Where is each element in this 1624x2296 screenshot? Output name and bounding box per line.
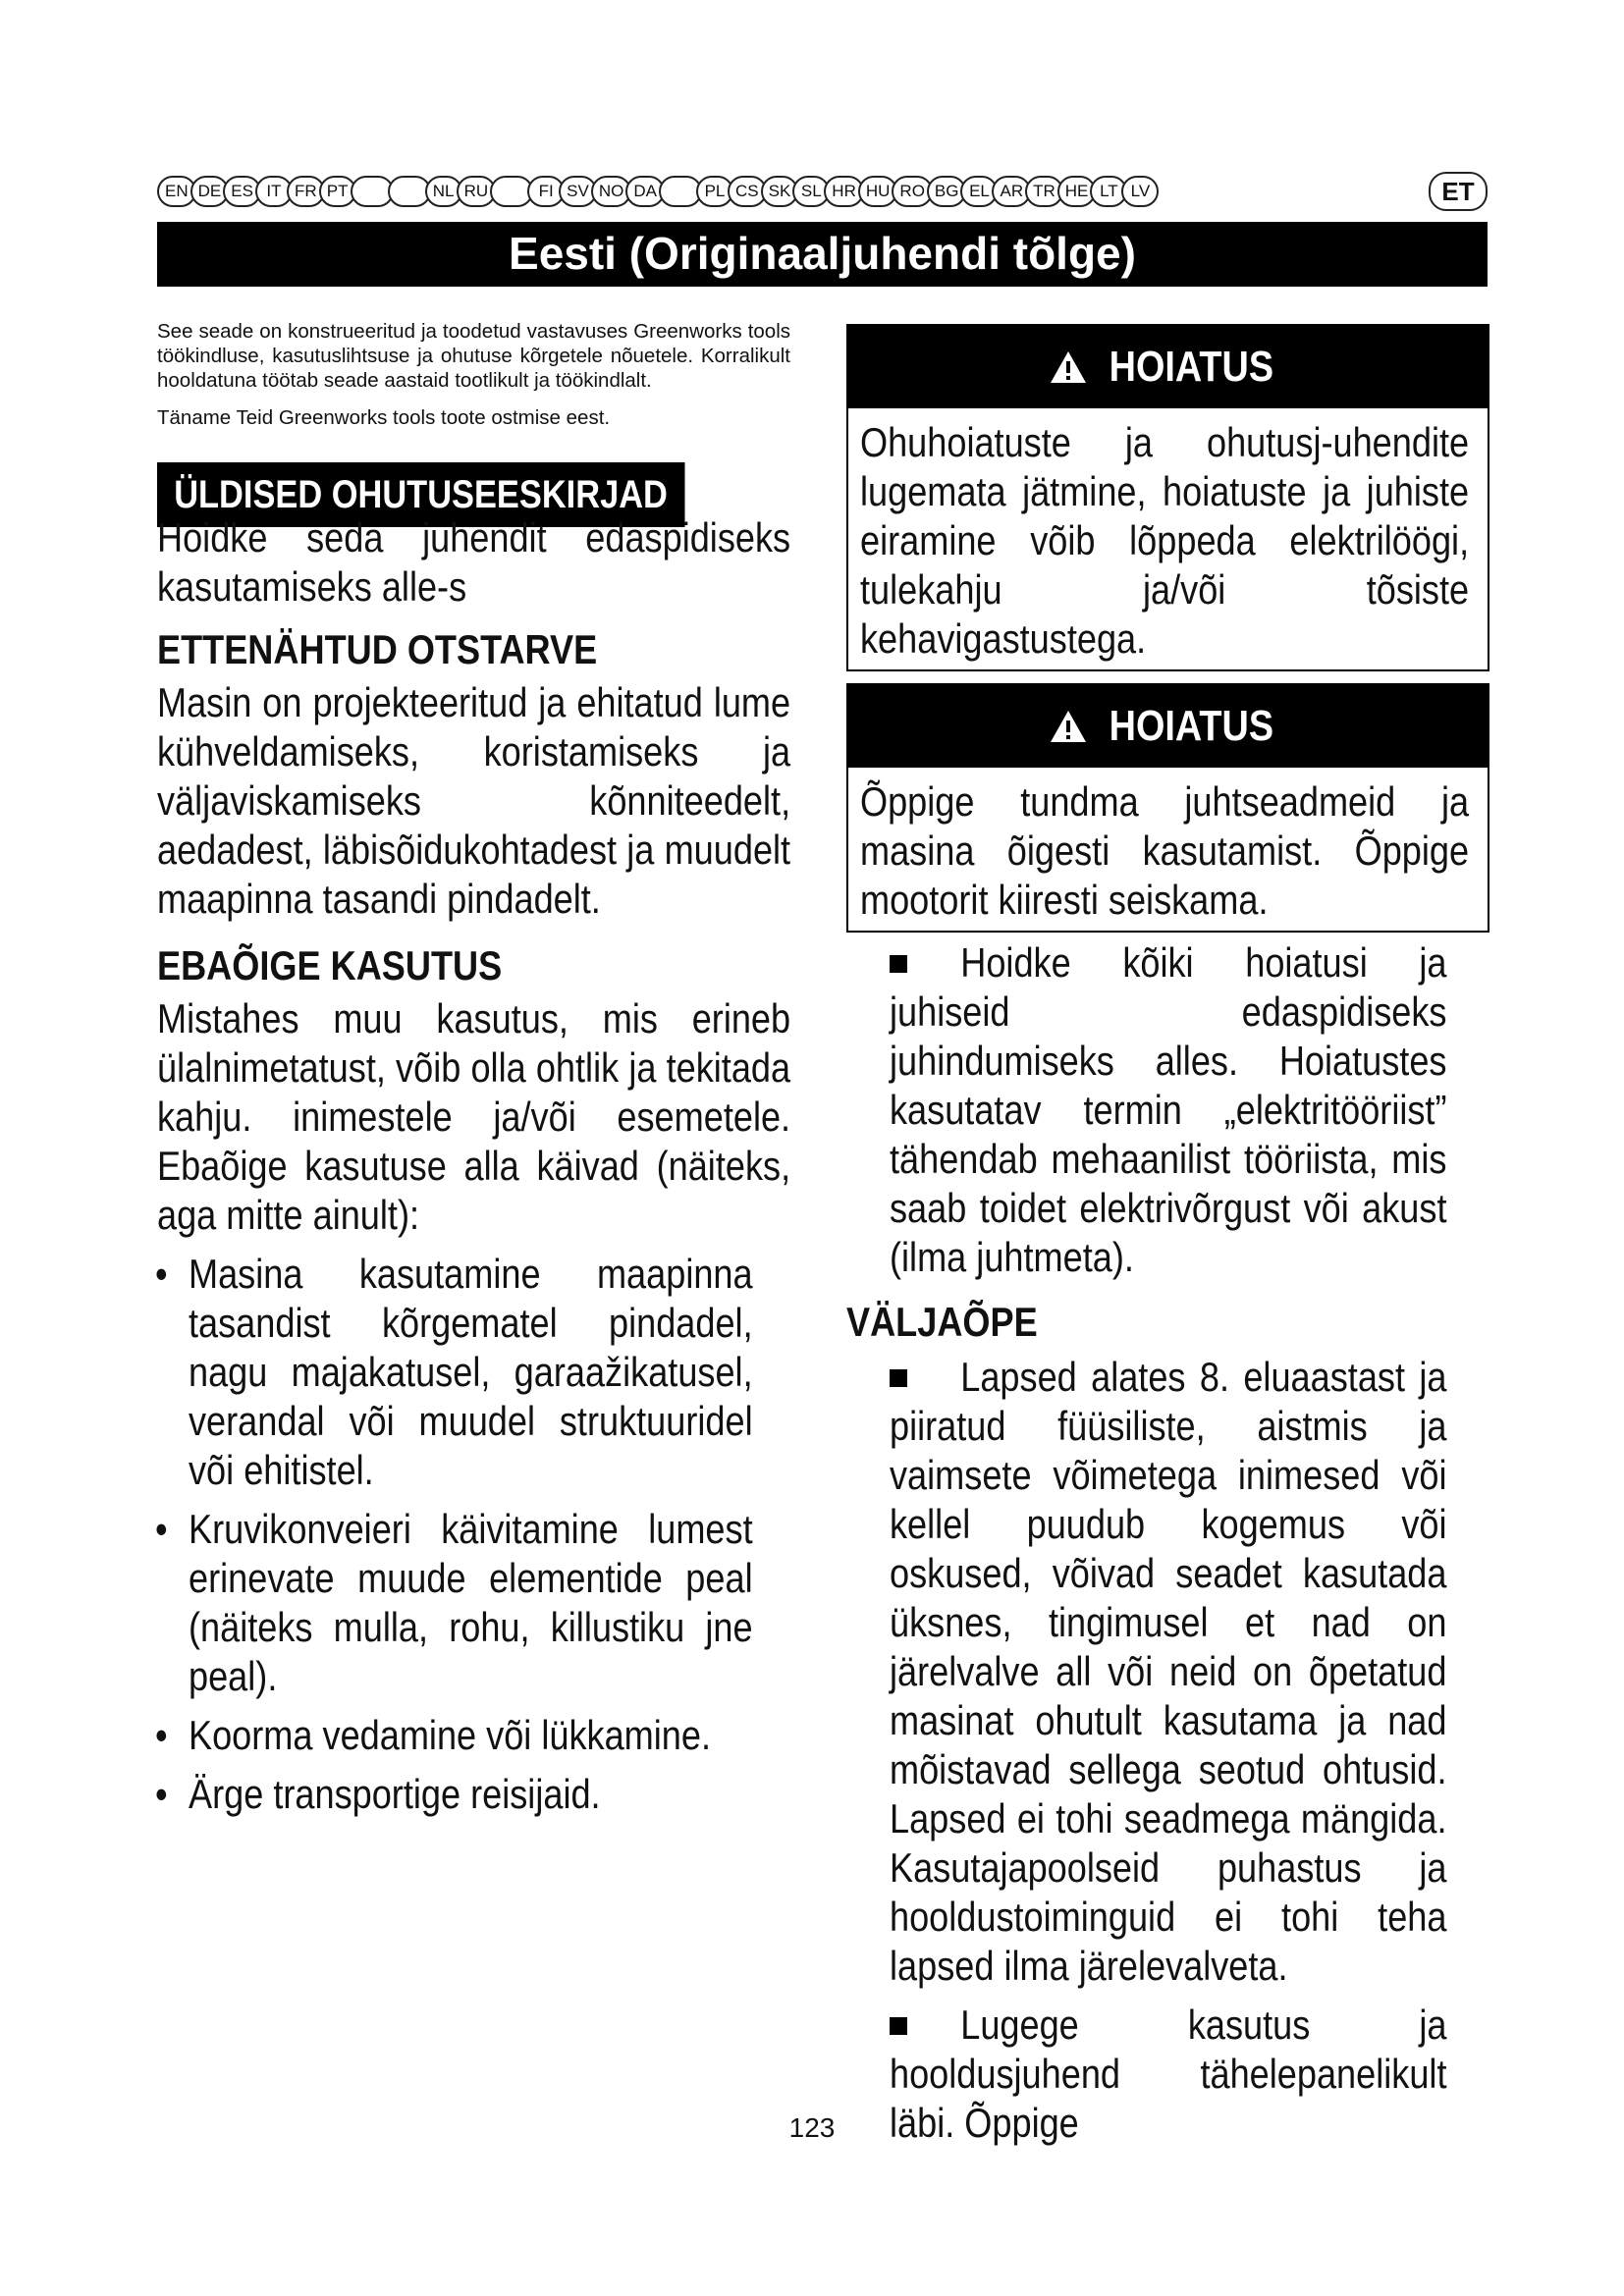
language-tab-hr[interactable]: HR (824, 176, 864, 207)
language-tab-lv[interactable]: LV (1121, 176, 1159, 207)
list-item: Hoidke kõiki hoiatusi ja juhiseid edaspidiseks juhindumiseks alles. Hoiatustes kasutatav termin „elektritööriist” tähendab mehaanilist tööriista, mis saab toidet elektrivõrgust või akust (ilma juhtmeta). (890, 939, 1447, 1280)
bullet-dot-icon: • (155, 1712, 168, 1758)
language-tab-da[interactable]: DA (625, 176, 665, 207)
list-item: Lapsed alates 8. eluaastast ja piiratud füüsiliste, aistmis ja vaimsete võimetega inimesed või kellel puudub kogemus või oskused, võivad seadet kasutada üksnes, tingimusel et nad on järelvalve all või neid on õpetatud masinat ohutult kasutama ja nad mõistavad sellega seotud ohtusid. Lapsed ei tohi seadmega mängida. Kasutajapoolseid puhastus ja hooldustoiminguid ei tohi teha lapsed ilma järelevalveta. (890, 1354, 1447, 1989)
language-tab-list (157, 176, 1153, 207)
language-tab-bg[interactable]: BG (927, 176, 967, 207)
language-tabs (157, 172, 1488, 211)
bullet-dot-icon: • (155, 1251, 168, 1297)
intended-use-text: Masin on projekteeritud ja ehitatud lume kühveldamiseks, koristamiseks ja väljaviskamiseks kõnniteedelt, aedadest, läbisõidukohtadest ja muudelt maapinna tasandi pindadelt. (157, 679, 791, 922)
list-item: • Masina kasutamine maapinna tasandist kõrgematel pindadel, nagu majakatusel, garaažikatusel, verandal või muudel struktuuridel või ehitistel. (155, 1251, 753, 1493)
language-tab-sv[interactable]: SV (559, 176, 597, 207)
warning-label: HOIATUS (1109, 343, 1274, 391)
warning-label: HOIATUS (1109, 702, 1274, 750)
improper-use-text: Mistahes muu kasutus, mis erineb ülalnimetatust, võib olla ohtlik ja tekitada kahju. inimestele ja/või esemetele. Ebaõige kasutuse alla käivad (näiteks, aga mitte ainult): (157, 995, 791, 1238)
language-tab-sl[interactable]: SL (792, 176, 830, 207)
warning-body (848, 408, 1488, 669)
language-tab-hu[interactable]: HU (858, 176, 898, 207)
intro-paragraph: See seade on konstrueeritud ja toodetud vastavuses Greenworks tools töökindluse, kasutuslihtsuse ja ohutuse kõrgetele nõuetele. Korralikult hooldatuna töötab seade aastaid tootlikult ja töökindlalt. (157, 320, 790, 392)
language-tab-pl[interactable]: PL (696, 176, 733, 207)
warning-triangle-icon (1049, 349, 1088, 385)
right-column (846, 324, 1489, 2148)
warning-header (848, 685, 1488, 768)
list-item: • Kruvikonveieri käivitamine lumest erinevate muude elementide peal (näiteks mulla, rohu, killustiku jne peal). (155, 1506, 753, 1699)
language-tab-el[interactable]: EL (960, 176, 998, 207)
warning-box (846, 324, 1489, 671)
left-column (157, 319, 790, 1819)
list-item: • Ärge transportige reisijaid. (155, 1771, 601, 1817)
warning-body (848, 768, 1488, 931)
bullet-dot-icon: • (155, 1771, 168, 1817)
page-number: 123 (788, 2112, 836, 2143)
language-tab-lt[interactable]: LT (1090, 176, 1127, 207)
bullet-dot-icon: • (155, 1506, 168, 1552)
list-item: Lugege kasutus ja hooldusjuhend tähelepanelikult läbi. Õppige (890, 2002, 1447, 2146)
language-tab-active[interactable]: ET (1429, 172, 1488, 211)
language-tab-pt[interactable]: PT (319, 176, 356, 207)
language-tab-no[interactable]: NO (591, 176, 632, 207)
improper-use-heading: EBAÕIGE KASUTUS (157, 942, 503, 988)
list-item: • Koorma vedamine või lükkamine. (155, 1712, 712, 1758)
improper-use-list (157, 1250, 790, 1819)
warning-box (846, 683, 1489, 933)
training-heading: VÄLJAÕPE (846, 1299, 1038, 1345)
language-tab-fr[interactable]: FR (287, 176, 325, 207)
intended-use-heading: ETTENÄHTUD OTSTARVE (157, 626, 598, 672)
warning-header (848, 326, 1488, 408)
language-tab-tr[interactable]: TR (1025, 176, 1063, 207)
language-tab-he[interactable]: HE (1057, 176, 1097, 207)
language-tab-sk[interactable]: SK (761, 176, 799, 207)
language-tab-nl[interactable]: NL (425, 176, 462, 207)
page-title: Eesti (Originaaljuhendi tõlge) (157, 222, 1488, 287)
language-tab-de[interactable]: DE (190, 176, 230, 207)
warning-text: Ohuhoiatuste ja ohutusj-uhendite lugemata jätmine, hoiatuste ja juhiste eiramine võib lõppeda elektrilöögi, tulekahju ja/või tõsiste kehavigastustega. (860, 419, 1470, 662)
language-tab-es[interactable]: ES (223, 176, 261, 207)
general-safety-banner: ÜLDISED OHUTUSEESKIRJAD (157, 462, 684, 527)
language-tab-fi[interactable]: FI (527, 176, 565, 207)
language-tab-it[interactable]: IT (255, 176, 293, 207)
language-tab-en[interactable]: EN (157, 176, 196, 207)
safety-instructions-list (846, 938, 1489, 1282)
language-tab-ru[interactable]: RU (457, 176, 497, 207)
language-tab-ro[interactable]: RO (892, 176, 933, 207)
general-safety-text: Hoidke seda juhendit edaspidiseks kasutamiseks alle-s (157, 514, 791, 610)
language-tab-cs[interactable]: CS (728, 176, 767, 207)
warning-text: Õppige tundma juhtseadmeid ja masina õigesti kasutamist. Õppige mootorit kiiresti seiskama. (860, 778, 1470, 923)
training-list (846, 1353, 1489, 2148)
language-tab-ar[interactable]: AR (992, 176, 1031, 207)
warning-triangle-icon (1049, 709, 1088, 744)
thanks-paragraph: Täname Teid Greenworks tools toote ostmise eest. (157, 406, 611, 429)
